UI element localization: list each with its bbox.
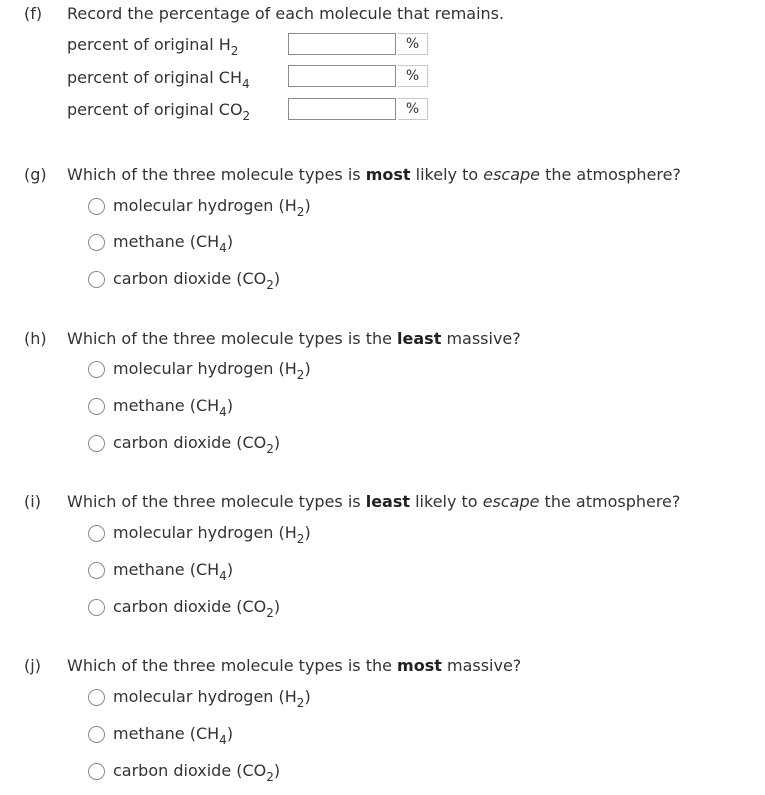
part-j-radio-methane[interactable] xyxy=(88,726,105,743)
row-label-h2: percent of original $H_2$ xyxy=(67,35,239,58)
part-g-option-carbon-dioxide[interactable]: carbon dioxide $(CO_2)$ xyxy=(113,269,281,292)
part-j-label: (j) xyxy=(24,656,41,675)
row-label-co2: percent of original $CO_2$ xyxy=(67,100,251,123)
part-h-radio-methane[interactable] xyxy=(88,398,105,415)
part-g-option-hydrogen[interactable]: molecular hydrogen $(H_2)$ xyxy=(113,196,311,219)
part-i-label: (i) xyxy=(24,492,41,511)
percent-h2-input[interactable] xyxy=(288,33,396,55)
percent-ch4-input[interactable] xyxy=(288,65,396,87)
part-j-option-methane[interactable]: methane $(CH_4)$ xyxy=(113,724,234,747)
part-f-prompt: Record the percentage of each molecule that remains. xyxy=(67,4,505,23)
part-i-radio-methane[interactable] xyxy=(88,562,105,579)
percent-co2-input[interactable] xyxy=(288,98,396,120)
part-g-radio-methane[interactable] xyxy=(88,234,105,251)
part-i-option-hydrogen[interactable]: molecular hydrogen $(H_2)$ xyxy=(113,523,311,546)
part-g-label: (g) xyxy=(24,165,47,184)
part-g-radio-hydrogen[interactable] xyxy=(88,198,105,215)
part-f-label: (f) xyxy=(24,4,43,23)
part-g-option-methane[interactable]: methane $(CH_4)$ xyxy=(113,232,234,255)
part-j-radio-hydrogen[interactable] xyxy=(88,689,105,706)
part-j-prompt: Which of the three molecule types is the most massive? xyxy=(67,656,522,675)
part-i-radio-carbon-dioxide[interactable] xyxy=(88,599,105,616)
part-j-option-hydrogen[interactable]: molecular hydrogen $(H_2)$ xyxy=(113,687,311,710)
part-h-option-carbon-dioxide[interactable]: carbon dioxide $(CO_2)$ xyxy=(113,433,281,456)
row-label-ch4: percent of original $CH_4$ xyxy=(67,68,250,91)
part-h-option-hydrogen[interactable]: molecular hydrogen $(H_2)$ xyxy=(113,359,311,382)
part-g-prompt: Which of the three molecule types is most likely to escape the atmosphere? xyxy=(67,165,681,184)
part-h-radio-hydrogen[interactable] xyxy=(88,361,105,378)
part-j-option-carbon-dioxide[interactable]: carbon dioxide $(CO_2)$ xyxy=(113,761,281,784)
percent-co2-unit: % xyxy=(398,98,428,120)
part-i-radio-hydrogen[interactable] xyxy=(88,525,105,542)
part-h-radio-carbon-dioxide[interactable] xyxy=(88,435,105,452)
part-g-radio-carbon-dioxide[interactable] xyxy=(88,271,105,288)
percent-ch4-unit: % xyxy=(398,65,428,87)
part-h-prompt: Which of the three molecule types is the least massive? xyxy=(67,329,521,348)
percent-h2-unit: % xyxy=(398,33,428,55)
part-i-option-carbon-dioxide[interactable]: carbon dioxide $(CO_2)$ xyxy=(113,597,281,620)
part-i-option-methane[interactable]: methane $(CH_4)$ xyxy=(113,560,234,583)
part-i-prompt: Which of the three molecule types is least likely to escape the atmosphere? xyxy=(67,492,681,511)
part-j-radio-carbon-dioxide[interactable] xyxy=(88,763,105,780)
part-h-label: (h) xyxy=(24,329,47,348)
part-h-option-methane[interactable]: methane $(CH_4)$ xyxy=(113,396,234,419)
